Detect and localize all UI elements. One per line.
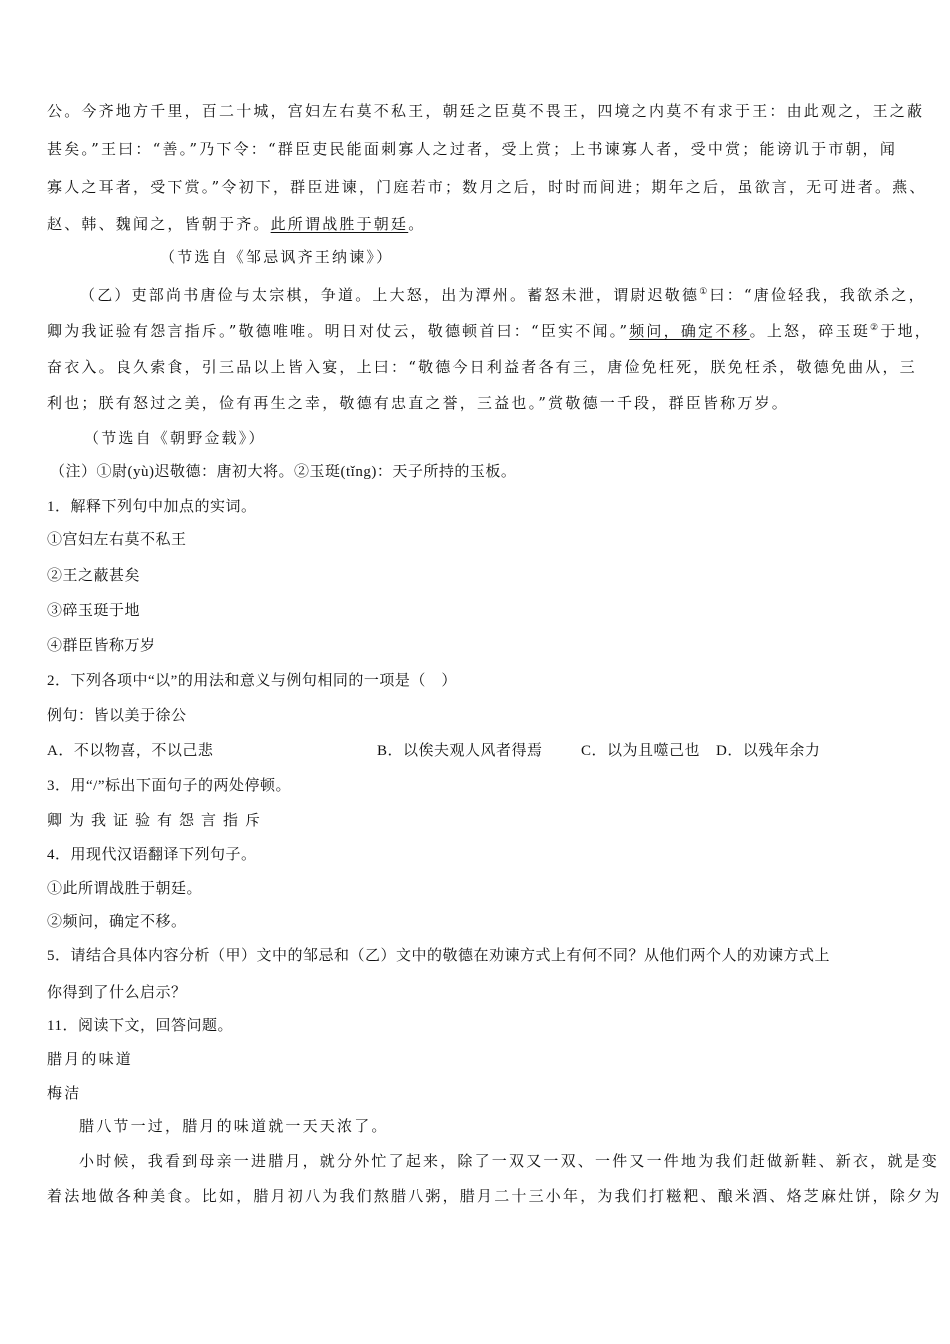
article-author: 梅洁 [47, 1084, 82, 1102]
article-paragraph-2-line-2: 着法地做各种美食。比如，腊月初八为我们熬腊八粥，腊月二十三小年，为我们打糍粑、酿米酒、烙芝麻灶饼，除夕为 [47, 1187, 942, 1205]
question-2-example: 例句：皆以美于徐公 [47, 708, 187, 724]
question-4-stem: 4．用现代汉语翻译下列句子。 [47, 847, 257, 863]
footnote-marker-1: ① [699, 287, 710, 297]
question-1-item-3: ③碎玉珽于地 [47, 603, 141, 619]
passage-jia-line-2: 甚矣。”王曰：“善。”乃下令：“群臣吏民能面刺寡人之过者，受上赏；上书谏寡人者，受中赏；能谤讥于市朝，闻 [47, 140, 898, 158]
article-paragraph-2-line-1: 小时候，我看到母亲一进腊月，就分外忙了起来，除了一双又一双、一件又一件地为我们赶做新鞋、新衣，就是变 [79, 1152, 940, 1170]
question-1-stem: 1．解释下列句中加点的实词。 [47, 499, 257, 515]
footnote-marker-2: ② [870, 323, 881, 333]
passage-jia-line-4-suffix: 。 [408, 215, 426, 233]
question-3-sentence: 卿为我证验有怨言指斥 [47, 813, 268, 829]
passage-yi-line-1 [80, 285, 926, 305]
question-2-option-c: C．以为且噬己也 [581, 743, 701, 759]
passage-yi-line-2 [47, 321, 932, 341]
passage-jia-line-1: 公。今齐地方千里，百二十城，宫妇左右莫不私王，朝廷之臣莫不畏王，四境之内莫不有求于王：由此观之，王之蔽 [47, 102, 925, 120]
footnotes: （注）①尉(yù)迟敬德：唐初大将。②玉珽(tǐng)：天子所持的玉板。 [50, 464, 517, 480]
passage-yi-line-1-b: 曰：“唐俭轻我，我欲杀之， [709, 286, 926, 304]
question-1-item-2: ②王之蔽甚矣 [47, 568, 141, 584]
passage-jia-line-3: 寡人之耳者，受下赏。”令初下，群臣进谏，门庭若市；数月之后，时时而间进；期年之后，虽欲言，无可进者。燕、 [47, 178, 927, 196]
underlined-sentence-2: 频问，确定不移 [629, 322, 750, 340]
passage-yi-line-1-a: （乙）吏部尚书唐俭与太宗棋，争道。上大怒，出为潭州。蓄怒未泄，谓尉迟敬德 [80, 286, 700, 304]
question-11-stem: 11．阅读下文，回答问题。 [47, 1018, 233, 1034]
passage-jia-line-4 [47, 214, 425, 234]
question-2-option-d: D．以残年余力 [716, 743, 821, 759]
article-paragraph-1: 腊八节一过，腊月的味道就一天天浓了。 [79, 1117, 389, 1135]
question-5-line-1: 5．请结合具体内容分析（甲）文中的邹忌和（乙）文中的敬德在劝谏方式上有何不同？从他们两个人的劝谏方式上 [47, 948, 831, 964]
passage-yi-line-2-a: 卿为我证验有怨言指斥。”敬德唯唯。明日对仗云，敬德顿首曰：“臣实不闻。” [47, 322, 630, 340]
question-1-item-4: ④群臣皆称万岁 [47, 638, 156, 654]
passage-yi-line-2-c: 于地， [880, 322, 932, 340]
question-2-option-a: A．不以物喜，不以己悲 [47, 743, 214, 759]
question-1-item-1: ①宫妇左右莫不私王 [47, 532, 187, 548]
question-5-line-2: 你得到了什么启示？ [47, 985, 187, 1001]
question-4-item-1: ①此所谓战胜于朝廷。 [47, 881, 203, 897]
passage-yi-line-3: 奋衣入。良久索食，引三品以上皆入宴，上曰：“敬德今日利益者各有三，唐俭免枉死，朕免枉杀，敬德免曲从，三 [47, 358, 917, 376]
passage-yi-line-2-b: 。上怒，碎玉珽 [749, 322, 871, 340]
question-2-option-b: B．以俟夫观人风者得焉 [377, 743, 543, 759]
passage-yi-line-4: 利也；朕有怒过之美，俭有再生之幸，敬德有忠直之誉，三益也。”赏敬德一千段，群臣皆称万岁。 [47, 394, 789, 412]
passage-jia-source: （节选自《邹忌讽齐王纳谏》） [160, 248, 394, 266]
question-2-stem: 2．下列各项中“以”的用法和意义与例句相同的一项是（ ） [47, 673, 457, 689]
passage-yi-source: （节选自《朝野佥载》） [84, 429, 266, 447]
question-4-item-2: ②频问，确定不移。 [47, 914, 187, 930]
article-title: 腊月的味道 [47, 1050, 134, 1068]
question-3-stem: 3．用“/”标出下面句子的两处停顿。 [47, 778, 291, 794]
underlined-sentence-1: 此所谓战胜于朝廷 [270, 215, 409, 233]
passage-jia-line-4-prefix: 赵、韩、魏闻之，皆朝于齐。 [47, 215, 271, 233]
